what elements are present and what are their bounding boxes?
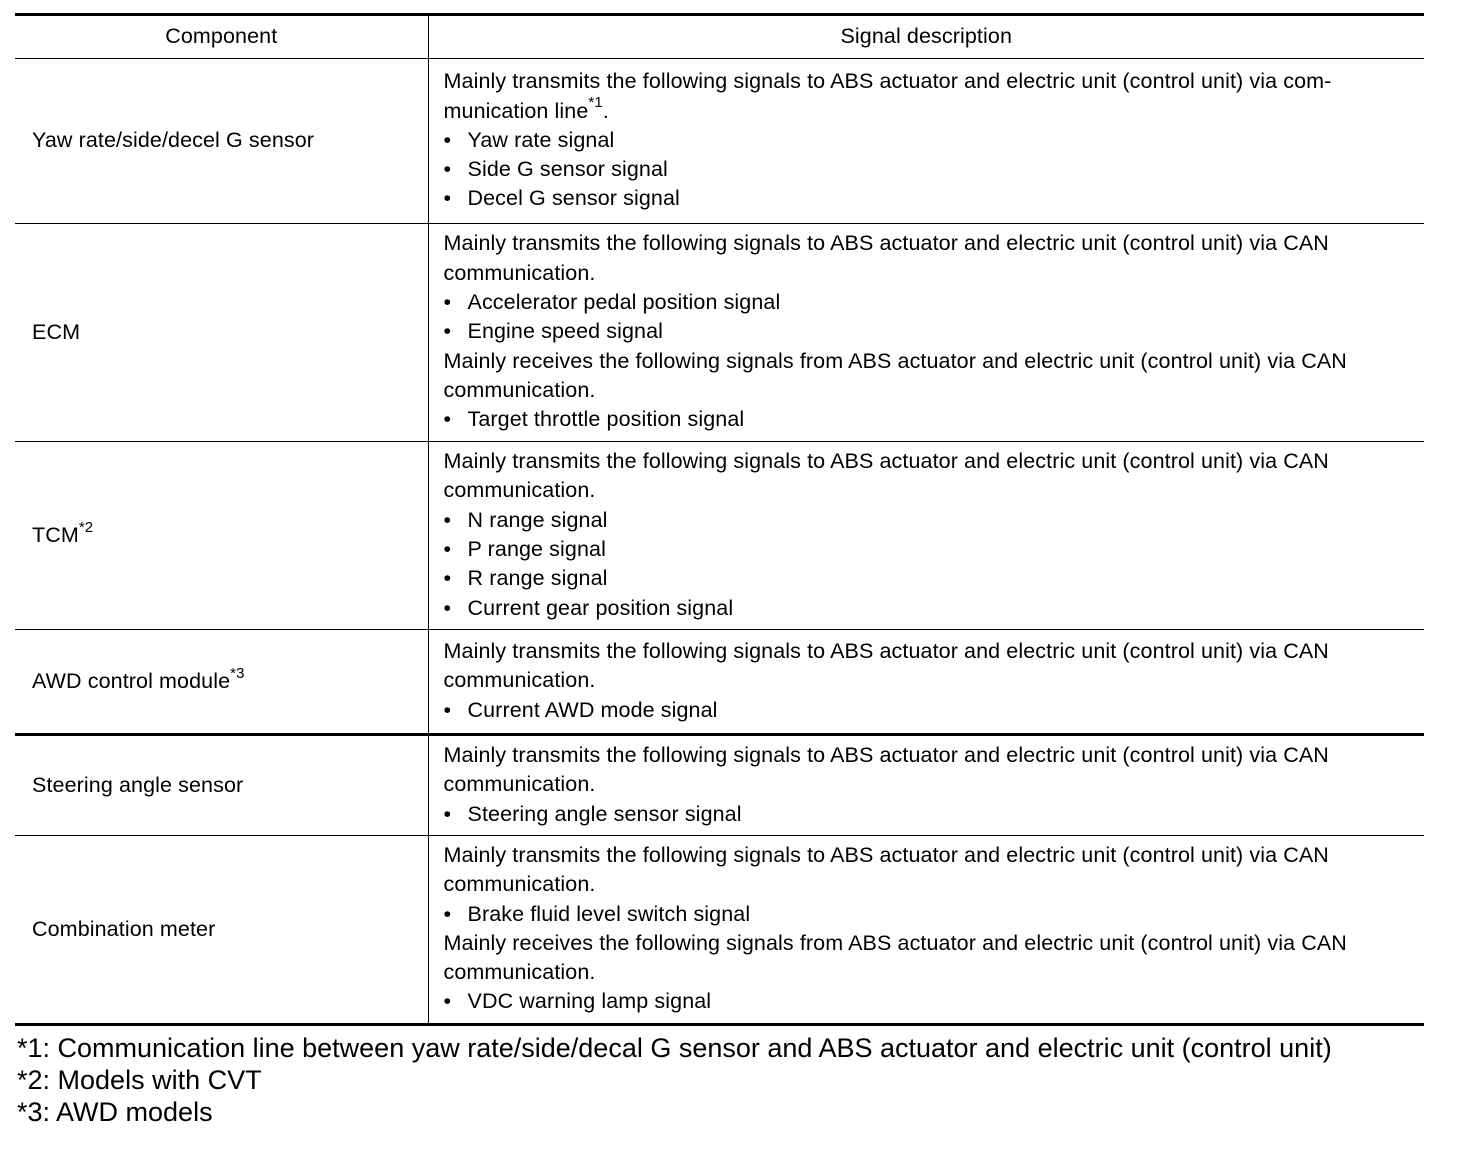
bullet-icon: • [443, 157, 452, 182]
signal-bullet-item [444, 155, 1413, 184]
signal-bullet-item [444, 696, 1413, 725]
signal-name: Accelerator pedal position signal [467, 290, 781, 315]
bullet-icon: • [443, 407, 452, 432]
signal-bullet-item [444, 564, 1413, 593]
signal-name: R range signal [467, 566, 608, 591]
signal-name: P range signal [467, 537, 606, 561]
description-cell [428, 59, 1424, 224]
footnote-3: *3: AWD models [17, 1096, 213, 1127]
signal-name: Target throttle position signal [467, 407, 745, 432]
bullet-icon: • [443, 319, 452, 344]
table-body [15, 59, 1424, 1025]
description-text [444, 447, 1413, 506]
signal-name: N range signal [467, 507, 608, 532]
header-component: Component [15, 15, 428, 59]
signal-bullet-item [444, 900, 1413, 929]
component-name: Steering angle sensor [32, 772, 244, 797]
bullet-icon: • [443, 127, 452, 152]
description-sentence: Mainly receives the following signals from ABS actuator and electric unit (control unit) via CAN communication. [443, 930, 1347, 985]
component-name: Combination meter [32, 916, 216, 941]
table-row [15, 59, 1424, 224]
footnotes [17, 1032, 1424, 1128]
description-text [444, 841, 1413, 900]
signal-bullet-item [444, 987, 1413, 1016]
bullet-icon: • [443, 595, 452, 620]
table-header-row [15, 15, 1424, 59]
bullet-icon: • [443, 697, 452, 722]
bullet-icon: • [443, 537, 452, 561]
component-cell [15, 735, 428, 836]
table-row [15, 735, 1424, 836]
bullet-icon: • [443, 290, 452, 315]
component-name: AWD control module [32, 668, 231, 693]
component-cell [15, 442, 428, 630]
sentence-end: . [602, 98, 609, 123]
signal-name: Steering angle sensor signal [467, 801, 742, 826]
bullet-icon: • [443, 186, 452, 211]
description-text [444, 229, 1413, 288]
description-text [444, 741, 1413, 800]
footnote-ref: *3 [230, 664, 245, 682]
signal-bullet-item [444, 594, 1413, 623]
signal-name: VDC warning lamp signal [467, 989, 712, 1014]
description-sentence: Mainly transmits the following signals to ABS actuator and electric unit (control unit) via CAN communication. [443, 231, 1329, 285]
description-text [444, 67, 1413, 126]
signal-name: Side G sensor signal [467, 157, 668, 182]
description-cell [428, 836, 1424, 1025]
bullet-icon: • [443, 901, 452, 926]
signal-name: Current gear position signal [467, 595, 734, 620]
table-row [15, 224, 1424, 442]
signal-name: Decel G sensor signal [467, 186, 680, 211]
description-sentence: Mainly transmits the following signals to ABS actuator and electric unit (control unit) via CAN communication. [443, 449, 1329, 503]
signal-bullet-item [444, 184, 1413, 213]
description-sentence: Mainly transmits the following signals to ABS actuator and electric unit (control unit) via CAN communication. [443, 743, 1329, 797]
description-text [444, 347, 1413, 406]
signal-name: Engine speed signal [467, 319, 664, 344]
signal-bullet-item [444, 288, 1413, 317]
signal-name: Current AWD mode signal [467, 697, 718, 722]
footnote-ref: *1 [588, 94, 603, 112]
component-name: TCM [32, 522, 79, 547]
component-name: ECM [32, 319, 81, 344]
component-cell [15, 59, 428, 224]
description-sentence: Mainly transmits the following signals to ABS actuator and electric unit (control unit) via CAN communication. [443, 843, 1329, 897]
description-text [444, 637, 1413, 696]
header-signal-description: Signal description [428, 15, 1424, 59]
table-row [15, 630, 1424, 735]
signal-bullet-item [444, 126, 1413, 155]
signal-bullet-item [444, 800, 1413, 829]
table-row [15, 442, 1424, 630]
bullet-icon: • [443, 566, 452, 591]
component-cell [15, 630, 428, 735]
signal-name: Yaw rate signal [467, 127, 615, 152]
footnote-1: *1: Communication line between yaw rate/side/decal G sensor and ABS actuator and electric unit (control unit) [17, 1032, 1332, 1063]
description-cell [428, 442, 1424, 630]
component-name: Yaw rate/side/decel G sensor [32, 128, 315, 153]
component-cell [15, 836, 428, 1025]
signal-name: Brake fluid level switch signal [467, 901, 751, 926]
signal-bullet-item [444, 405, 1413, 434]
bullet-icon: • [443, 507, 452, 532]
description-sentence: Mainly transmits the following signals to ABS actuator and electric unit (control unit) via com-munication line [443, 69, 1332, 123]
bullet-icon: • [443, 801, 452, 826]
signal-bullet-item [444, 535, 1413, 564]
signal-table [15, 13, 1424, 1026]
description-cell [428, 630, 1424, 735]
description-sentence: Mainly transmits the following signals to ABS actuator and electric unit (control unit) via CAN communication. [443, 639, 1329, 693]
component-cell [15, 224, 428, 442]
table-row [15, 836, 1424, 1025]
description-text [444, 929, 1413, 988]
footnote-ref: *2 [78, 518, 94, 536]
document [15, 13, 1424, 1128]
footnote-2: *2: Models with CVT [17, 1064, 262, 1095]
signal-bullet-item [444, 506, 1413, 535]
description-cell [428, 224, 1424, 442]
description-sentence: Mainly receives the following signals from ABS actuator and electric unit (control unit) via CAN communication. [443, 348, 1347, 402]
description-cell [428, 735, 1424, 836]
bullet-icon: • [443, 989, 452, 1014]
signal-bullet-item [444, 317, 1413, 346]
